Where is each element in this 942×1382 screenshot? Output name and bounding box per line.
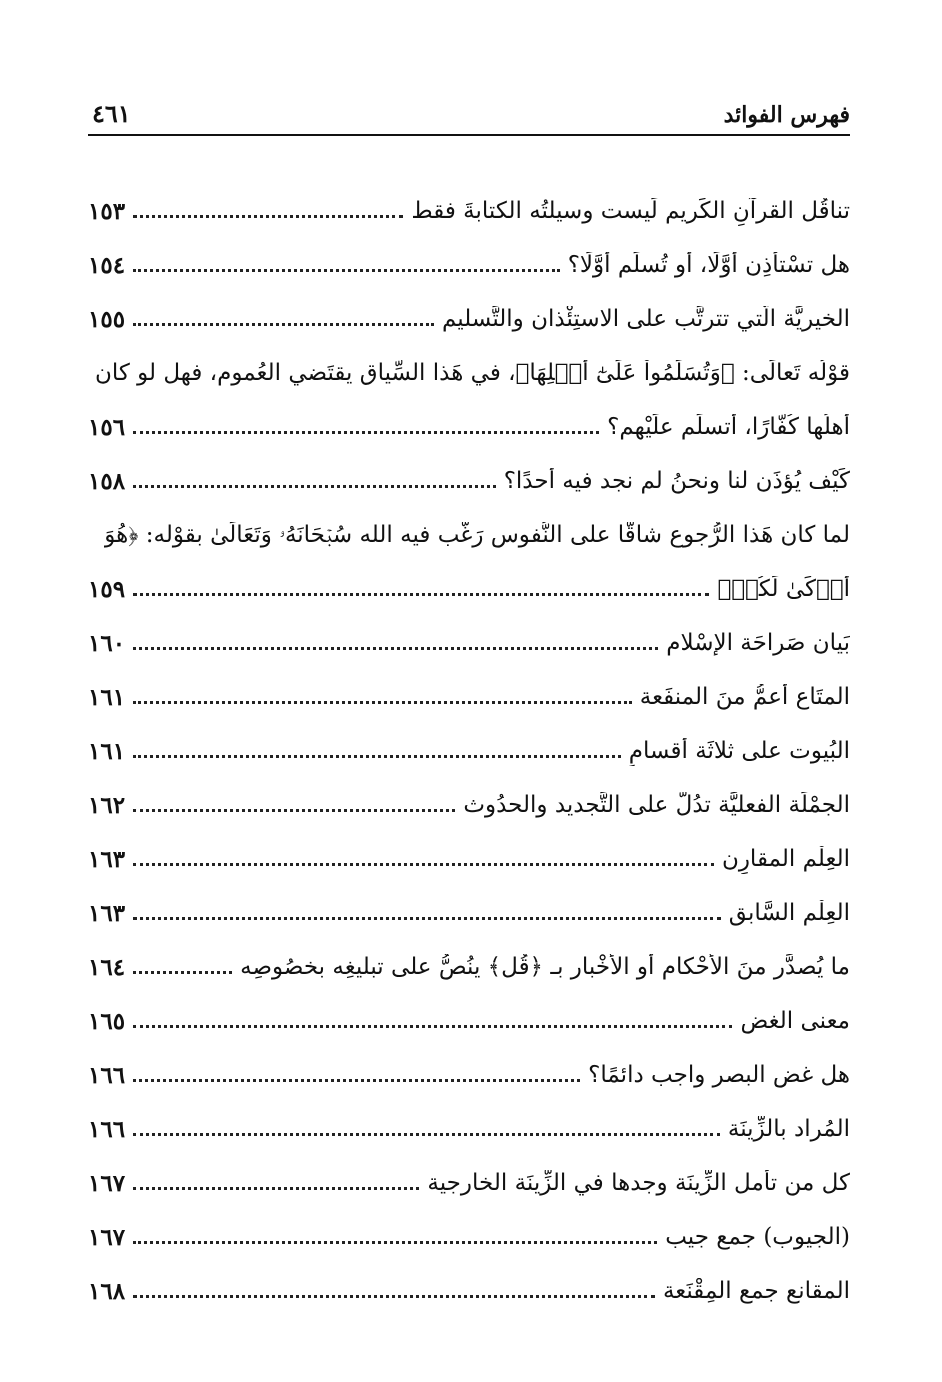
dot-leader — [133, 485, 496, 488]
entry-text: المُراد بالزِّينَة — [727, 1116, 850, 1143]
entry-text: هل غض البصر واجب دائمًا؟ — [588, 1062, 850, 1089]
entry-text: تناقُل القرآنِ الكَريم لَيست وسيلتُه الكتابةَ فقط — [411, 198, 850, 225]
entry-text: العِلْم المقارِن — [721, 846, 850, 873]
dot-leader — [133, 431, 599, 434]
entry-text: بَيان صَراحَة الإسْلام — [666, 630, 850, 657]
index-entries — [88, 172, 850, 1306]
index-entry — [88, 280, 850, 334]
entry-page-number: ١٦١ — [88, 738, 126, 766]
page-number: ٤٦١ — [92, 99, 131, 128]
entry-text: أَزۡكَىٰ لَكُمۡ﴾ — [717, 576, 850, 603]
entry-text: ما يُصدَّر منَ الأحْكام أو الأَخْبار بـ ﴿قُل﴾ ينُصُّ على تبليغِه بخصُوصِه — [240, 954, 850, 981]
entry-page-number: ١٥٣ — [88, 198, 126, 226]
dot-leader — [133, 863, 714, 866]
entry-page-number: ١٦٨ — [88, 1278, 126, 1306]
dot-leader — [133, 647, 658, 650]
entry-page-number: ١٥٥ — [88, 306, 126, 334]
entry-page-number: ١٦٦ — [88, 1062, 126, 1090]
index-entry — [88, 1252, 850, 1306]
entry-text: العِلْم السَّابق — [728, 900, 850, 927]
index-entry-continued — [88, 334, 850, 388]
index-entry — [88, 388, 850, 442]
entry-text: لما كان هَذا الرُّجوع شاقًّا على النُّفوس رَغَّب فيه الله سُبۡحَانَهُۥ وَتَعَالَىٰ بقوْله: ﴿هُوَ — [104, 522, 850, 549]
dot-leader — [133, 269, 560, 272]
entry-page-number: ١٦٣ — [88, 846, 126, 874]
index-entry — [88, 1144, 850, 1198]
dot-leader — [133, 1025, 732, 1028]
entry-page-number: ١٥٩ — [88, 576, 126, 604]
entry-page-number: ١٦٥ — [88, 1008, 126, 1036]
entry-page-number: ١٦٧ — [88, 1170, 126, 1198]
index-entry — [88, 1090, 850, 1144]
running-title: فهرس الفوائد — [723, 102, 850, 128]
dot-leader — [133, 1295, 655, 1298]
entry-page-number: ١٥٨ — [88, 468, 126, 496]
dot-leader — [133, 593, 709, 596]
index-entry-continued — [88, 496, 850, 550]
index-entry — [88, 712, 850, 766]
page-header — [88, 96, 850, 136]
entry-text: الجمْلَة الفعليَّة تدُلُّ على التَّجديد والحدُوث — [463, 792, 850, 819]
index-entry — [88, 226, 850, 280]
dot-leader — [133, 755, 621, 758]
dot-leader — [133, 323, 434, 326]
dot-leader — [133, 1079, 580, 1082]
entry-text: هل تسْتأذِن أوَّلًا، أو تُسلِّم أوَّلًا؟ — [567, 252, 850, 279]
entry-text: (الجيوب) جمع جيب — [665, 1224, 850, 1251]
entry-text: المقانع جمع المِقْنَعة — [662, 1278, 850, 1305]
entry-text: كَيْف يُؤذَن لنا ونحنُ لم نجد فيه أحدًا؟ — [503, 468, 850, 495]
entry-page-number: ١٦٠ — [88, 630, 126, 658]
dot-leader — [133, 701, 632, 704]
dot-leader — [133, 215, 403, 218]
entry-text: كل من تأمل الزِّينَة وجدها في الزِّينَة الخارجية — [427, 1170, 850, 1197]
entry-page-number: ١٦١ — [88, 684, 126, 712]
dot-leader — [133, 1187, 419, 1190]
entry-text: معنى الغض — [740, 1008, 850, 1035]
entry-text: البُيوت على ثلاثَة أقسامٍ — [628, 738, 850, 765]
entry-page-number: ١٦٣ — [88, 900, 126, 928]
index-entry — [88, 766, 850, 820]
dot-leader — [133, 1241, 657, 1244]
index-entry — [88, 442, 850, 496]
header-rule — [88, 134, 850, 136]
entry-page-number: ١٦٦ — [88, 1116, 126, 1144]
dot-leader — [133, 1133, 720, 1136]
dot-leader — [133, 971, 232, 974]
index-entry — [88, 820, 850, 874]
index-entry — [88, 604, 850, 658]
entry-text: المتَاع أعمُّ منَ المنفَعة — [639, 684, 850, 711]
entry-page-number: ١٦٢ — [88, 792, 126, 820]
entry-text: أهلُها كُفَّارًا، أتسلِّم علَيْهم؟ — [607, 414, 850, 441]
index-entry — [88, 928, 850, 982]
index-entry — [88, 550, 850, 604]
index-entry — [88, 982, 850, 1036]
entry-page-number: ١٥٤ — [88, 252, 126, 280]
index-entry — [88, 172, 850, 226]
dot-leader — [133, 809, 455, 812]
entry-text: الخيريَّة الَّتي تترتَّب على الاستِئْذان والتَّسليم — [441, 306, 850, 333]
index-entry — [88, 1198, 850, 1252]
index-entry — [88, 1036, 850, 1090]
entry-page-number: ١٥٦ — [88, 414, 126, 442]
dot-leader — [133, 917, 721, 920]
entry-page-number: ١٦٤ — [88, 954, 126, 982]
index-entry — [88, 874, 850, 928]
entry-page-number: ١٦٧ — [88, 1224, 126, 1252]
index-entry — [88, 658, 850, 712]
entry-text: قوْلُه تَعالَى: ﴿وَتُسَلِّمُواْ عَلَىٰٓ أَهۡلِهَا﴾، في هَذا السِّياق يقتَضي العُموم، فهل لو كان — [95, 360, 850, 387]
